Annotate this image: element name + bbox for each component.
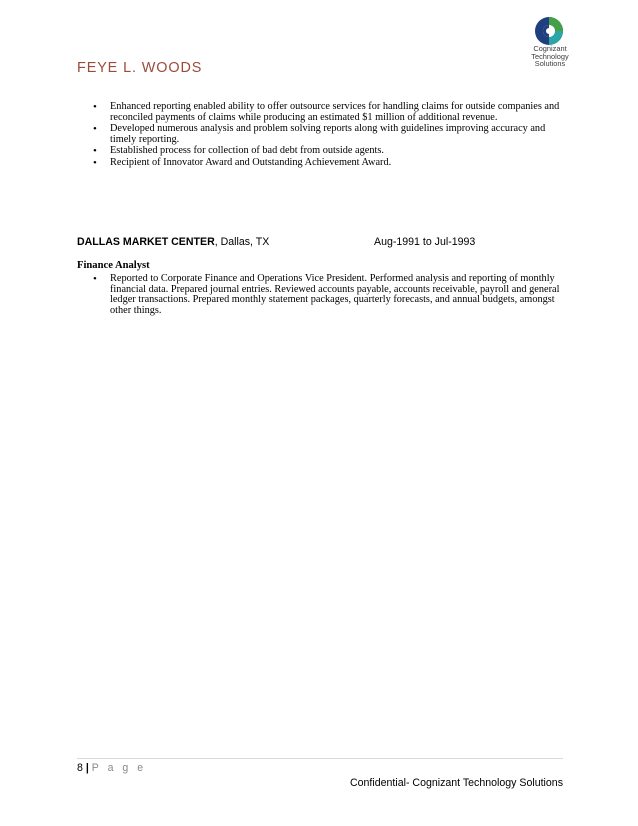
company-logo	[520, 16, 580, 72]
company-name: DALLAS MARKET CENTER	[77, 236, 215, 248]
page-number	[77, 762, 146, 774]
page-number-value: 8	[77, 762, 83, 774]
employer-line	[77, 236, 567, 248]
job-bullets	[93, 274, 563, 316]
job-title: Finance Analyst	[77, 260, 150, 271]
logo-line-1: Cognizant	[533, 44, 567, 53]
bullet-item: • Recipient of Innovator Award and Outstanding Achievement Award.	[93, 158, 563, 169]
page-separator: |	[82, 762, 92, 774]
cognizant-logo-icon	[532, 16, 566, 46]
previous-role-bullets	[93, 102, 563, 170]
logo-line-2: Technology	[531, 51, 569, 61]
page-label: P a g e	[91, 762, 147, 774]
resume-name: FEYE L. WOODS	[77, 60, 203, 76]
logo-text	[520, 45, 580, 68]
company-location: , Dallas, TX	[214, 236, 270, 248]
employment-dates: Aug-1991 to Jul-1993	[374, 236, 476, 248]
bullet-item: • Developed numerous analysis and problem solving reports along with guidelines improving accuracy and timely reporting.	[93, 124, 563, 145]
footer-divider	[77, 758, 563, 759]
logo-line-3: Solutions	[534, 59, 566, 69]
bullet-item: • Reported to Corporate Finance and Operations Vice President. Performed analysis and reporting of monthly financial data. Prepared journal entries. Reviewed accounts payable, accounts receivable, payroll and general ledger transactions. Prepared monthly statement packages, quarterly forecasts, and annual budgets, amongst other things.	[93, 274, 563, 316]
confidential-notice: Confidential- Cognizant Technology Solutions	[350, 777, 563, 789]
bullet-item: • Established process for collection of bad debt from outside agents.	[93, 146, 563, 157]
bullet-item: • Enhanced reporting enabled ability to offer outsource services for handling claims for outside companies and reconciled payments of claims while producing an estimated $1 million of additional revenue.	[93, 102, 563, 123]
